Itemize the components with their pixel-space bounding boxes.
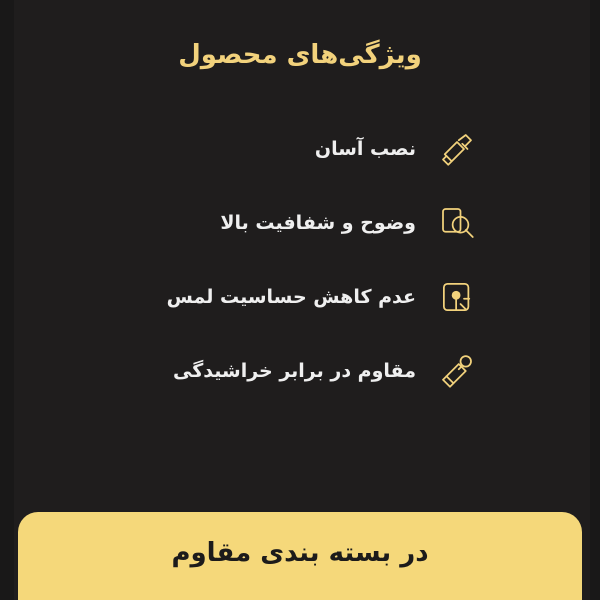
list-item bbox=[120, 274, 480, 320]
feature-label: عدم کاهش حساسیت لمس bbox=[166, 285, 416, 308]
list-item bbox=[120, 348, 480, 394]
footer-banner bbox=[18, 512, 582, 600]
feature-label: وضوح و شفافیت بالا bbox=[220, 211, 416, 234]
feature-list bbox=[120, 126, 480, 394]
list-item bbox=[120, 200, 480, 246]
footer-text: در بسته بندی مقاوم bbox=[171, 538, 429, 568]
feature-label: نصب آسان bbox=[314, 137, 416, 160]
feature-label: مقاوم در برابر خراشیدگی bbox=[173, 359, 416, 382]
magnifier-screen-icon bbox=[434, 200, 480, 246]
scratch-resistant-icon bbox=[434, 348, 480, 394]
touch-finger-icon bbox=[434, 274, 480, 320]
list-item bbox=[120, 126, 480, 172]
hand-install-icon bbox=[434, 126, 480, 172]
page-title: ویژگی‌های محصول bbox=[178, 40, 422, 70]
